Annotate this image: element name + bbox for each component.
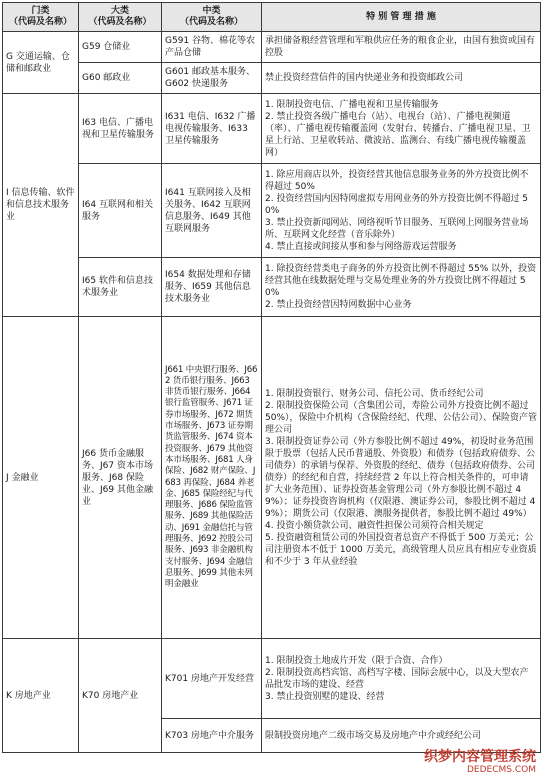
major-class-cell: I64 互联网和相关服务 bbox=[79, 164, 162, 258]
measure-item: 禁止投资经营信件的国内快递业务和投资邮政公司 bbox=[265, 73, 464, 83]
measure-item: 1. 限制投资银行、财务公司、信托公司、货币经纪公司 bbox=[265, 388, 484, 399]
measure-item: 2. 投资经营国内因特网虚拟专用网业务的外方投资比例不得超过 50% bbox=[265, 193, 529, 216]
measure-item: 2. 限制投资保险公司（含集团公司，寿险公司外方投资比例不超过 50%），保险中介机构（含保险经纪、代理、公估公司）、保险资产管理公司 bbox=[265, 400, 538, 435]
measures-cell bbox=[262, 639, 541, 719]
measure-item: 1. 限制投资电信、广播电视和卫星传输服务 bbox=[265, 99, 439, 110]
category-cell: K 房地产业 bbox=[3, 639, 79, 753]
category-cell: I 信息传输、软件和信息技术服务业 bbox=[3, 94, 79, 317]
measure-item: 3. 禁止投资别墅的建设、经营 bbox=[265, 691, 385, 702]
measure-item: 3. 禁止投资新闻网站、网络视听节目服务、互联网上网服务营业场所、互联网文化经营（音乐除外） bbox=[265, 217, 529, 240]
measure-item: 限制投资房地产二级市场交易及房地产中介或经纪公司 bbox=[265, 730, 482, 741]
table-row bbox=[3, 63, 541, 94]
header-major-class: 大类 （代码及名称） bbox=[79, 3, 162, 32]
middle-class-cell: K701 房地产开发经营 bbox=[162, 639, 262, 719]
measures-cell bbox=[262, 258, 541, 317]
table-row bbox=[3, 94, 541, 164]
header-special-measures: 特 别 管 理 措 施 bbox=[262, 3, 541, 32]
measure-item: 1. 除投资经营类电子商务的外方投资比例不得超过 55% 以外，投资经营其他在线数据处理与交易处理业务的外方投资比例不得超过 50% bbox=[265, 264, 537, 298]
measure-item: 4. 禁止直接或间接从事和参与网络游戏运营服务 bbox=[265, 241, 457, 252]
measures-cell bbox=[262, 317, 541, 639]
measure-item: 1. 除应用商店以外，投资经营其他信息服务业务的外方投资比例不得超过 50% bbox=[265, 169, 529, 192]
watermark-title: 织梦内容管理系统 bbox=[424, 749, 536, 765]
watermark-url: DEDECMS.COM bbox=[467, 765, 536, 775]
measure-item: 5. 投资融资租赁公司的外国投资者总资产不得低于 500 万美元；公司注册资本不低于 1000 万美元，高级管理人员应具有相应专业资质和不少于 3 年从业经验 bbox=[265, 532, 537, 567]
measure-item: 1. 限制投资土地成片开发（限于合资、合作） bbox=[265, 655, 448, 666]
measure-item: 2. 禁止投资各级广播电台（站）、电视台（站）、广播电视频道（率）、广播电视传输覆盖网（发射台、转播台、广播电视卫星、卫星上行站、卫星收转站、微波站、监测台、有线广播电视传输覆盖网） bbox=[265, 111, 531, 158]
measures-cell bbox=[262, 94, 541, 164]
table-row bbox=[3, 639, 541, 719]
table-header-row bbox=[3, 3, 541, 32]
category-cell: J 金融业 bbox=[3, 317, 79, 639]
measure-item: 2. 禁止投资经营因特网数据中心业务 bbox=[265, 300, 412, 310]
measures-cell bbox=[262, 32, 541, 63]
middle-class-cell: G601 邮政基本服务、G602 快递服务 bbox=[162, 63, 262, 94]
measures-cell bbox=[262, 719, 541, 753]
middle-class-cell: I641 互联网接入及相关服务、I642 互联网信息服务、I649 其他互联网服务 bbox=[162, 164, 262, 258]
middle-class-cell: I654 数据处理和存储服务、I659 其他信息技术服务业 bbox=[162, 258, 262, 317]
middle-class-cell: I631 电信、I632 广播电视传输服务、I633 卫星传输服务 bbox=[162, 94, 262, 164]
major-class-cell: J66 货币金融服务、J67 资本市场服务、J68 保险业、J69 其他金融业 bbox=[79, 317, 162, 639]
measures-cell bbox=[262, 63, 541, 94]
major-class-cell: K70 房地产业 bbox=[79, 639, 162, 753]
measures-cell bbox=[262, 164, 541, 258]
header-middle-class: 中类 （代码及名称） bbox=[162, 3, 262, 32]
major-class-cell: I63 电信、广播电视和卫星传输服务 bbox=[79, 94, 162, 164]
measure-item: 3. 限制投资证券公司（外方参股比例不超过 49%，初设时业务范围限于股票（包括人民币普通股、外资股）和债券（包括政府债券、公司债券）的承销与保荐、外资股的经纪、债券（包括政府债券、公司债券）的经纪和自营，持续经营 2 年以上符合相关条件的，可申请扩大业务范围）、证券投资基金管理公司（外方参股比例不超过 49%）；证券投资咨询机构（仅限港、澳证券公司，参股比例不超过 49%）；期货公司（仅限港、澳服务提供者，参股比例不超过 49%） bbox=[265, 436, 536, 519]
category-cell: G 交通运输、仓储和邮政业 bbox=[3, 32, 79, 94]
table-row bbox=[3, 258, 541, 317]
watermark bbox=[424, 749, 536, 775]
major-class-cell: G59 仓储业 bbox=[79, 32, 162, 63]
table-row bbox=[3, 317, 541, 639]
middle-class-cell: G591 谷物、棉花等农产品仓储 bbox=[162, 32, 262, 63]
header-category: 门类 （代码及名称） bbox=[3, 3, 79, 32]
measure-item: 2. 限制投资高档宾馆、高档写字楼、国际会展中心，以及大型农产品批发市场的建设、经营 bbox=[265, 667, 529, 690]
table-row bbox=[3, 32, 541, 63]
table-row bbox=[3, 164, 541, 258]
measure-item: 4. 投资小额贷款公司、融资性担保公司须符合相关规定 bbox=[265, 520, 484, 531]
major-class-cell: I65 软件和信息技术服务业 bbox=[79, 258, 162, 317]
middle-class-cell: K703 房地产中介服务 bbox=[162, 719, 262, 753]
regulation-table bbox=[2, 2, 541, 753]
measure-item: 承担储备粮经营管理和军粮供应任务的粮食企业，由国有独资或国有控股 bbox=[265, 36, 536, 58]
middle-class-cell: J661 中央银行服务、J662 货币银行服务、J663 非货币银行服务、J664 银行监管服务、J671 证券市场服务、J672 期货市场服务、J673 证券期货监管服务、J674 资本投资服务、J679 其他资本市场服务、J681 人身保险、J682 财产保险、J683 再保险、J684 养老金、J685 保险经纪与代理服务、J686 保险监管服务、J689 其他保险活动、J691 金融信托与管理服务、J692 控股公司服务、J693 非金融机构支付服务、J694 金融信息服务、J699 其他未列明金融业 bbox=[162, 317, 262, 639]
major-class-cell: G60 邮政业 bbox=[79, 63, 162, 94]
